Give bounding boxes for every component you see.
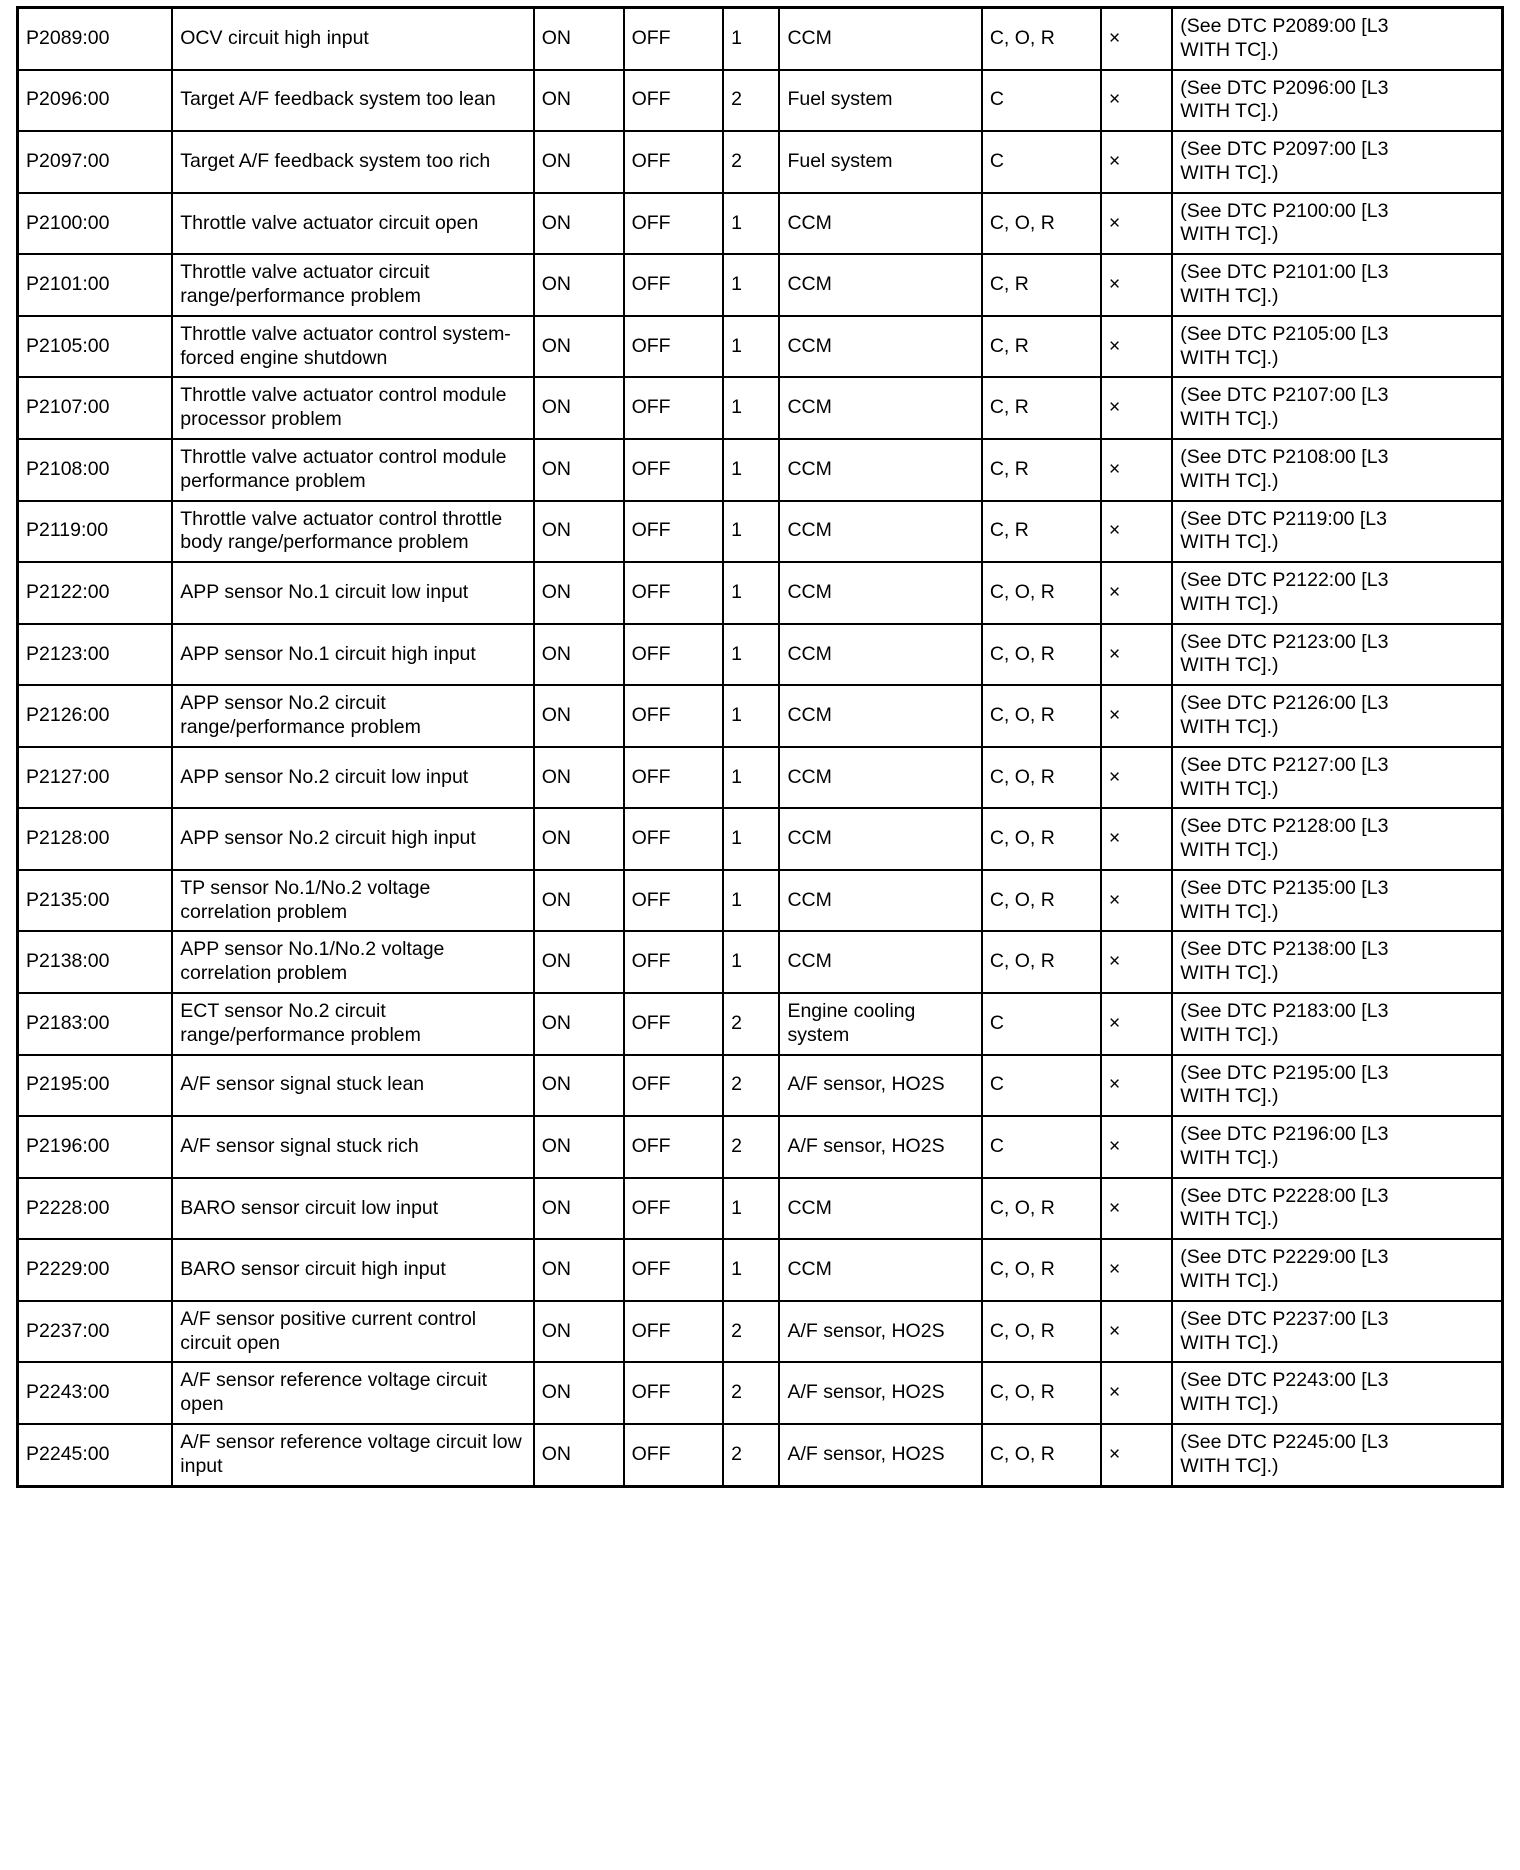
table-row [18, 70, 1503, 132]
memory-cell: × [1101, 685, 1172, 747]
reference-line-2: WITH TC].) [1180, 1208, 1279, 1231]
dtc-table [16, 6, 1504, 1488]
drive-cycle-cell: 1 [723, 808, 779, 870]
mil-status-cell: ON [534, 1424, 624, 1486]
mil-status-cell: ON [534, 501, 624, 563]
monitor-cell: CCM [779, 685, 981, 747]
mil-status-cell: ON [534, 1116, 624, 1178]
memory-cell: × [1101, 1055, 1172, 1117]
memory-cell: × [1101, 870, 1172, 932]
drive-cycle-cell: 1 [723, 501, 779, 563]
dtc-description-cell: Target A/F feedback system too lean [172, 70, 534, 132]
reference-cell [1172, 254, 1502, 316]
drive-cycle-cell: 1 [723, 377, 779, 439]
reference-cell [1172, 193, 1502, 255]
memory-cell: × [1101, 993, 1172, 1055]
dtc-description-cell: Throttle valve actuator control module performance problem [172, 439, 534, 501]
drive-cycle-cell: 1 [723, 316, 779, 378]
condition-cell: C [982, 70, 1101, 132]
table-row [18, 316, 1503, 378]
reference-cell [1172, 562, 1502, 624]
condition-cell: C [982, 1055, 1101, 1117]
condition-cell: C, R [982, 254, 1101, 316]
early-warning-status-cell: OFF [624, 316, 724, 378]
dtc-description-cell: A/F sensor reference voltage circuit open [172, 1362, 534, 1424]
table-row [18, 8, 1503, 70]
reference-line-2: WITH TC].) [1180, 346, 1279, 369]
dtc-description-cell: A/F sensor signal stuck rich [172, 1116, 534, 1178]
monitor-cell: A/F sensor, HO2S [779, 1424, 981, 1486]
dtc-code-cell: P2108:00 [18, 439, 173, 501]
reference-line-2: WITH TC].) [1180, 1146, 1279, 1169]
table-row [18, 808, 1503, 870]
reference-line-2: WITH TC].) [1180, 1454, 1279, 1477]
reference-line-2: WITH TC].) [1180, 408, 1279, 431]
table-row [18, 1424, 1503, 1486]
reference-line-1: (See DTC P2135:00 [L3 [1180, 876, 1389, 899]
dtc-description-cell: APP sensor No.1 circuit high input [172, 624, 534, 686]
reference-cell [1172, 439, 1502, 501]
table-row [18, 193, 1503, 255]
monitor-cell: A/F sensor, HO2S [779, 1116, 981, 1178]
dtc-code-cell: P2243:00 [18, 1362, 173, 1424]
drive-cycle-cell: 2 [723, 1116, 779, 1178]
early-warning-status-cell: OFF [624, 931, 724, 993]
memory-cell: × [1101, 624, 1172, 686]
drive-cycle-cell: 1 [723, 193, 779, 255]
table-row [18, 870, 1503, 932]
reference-cell [1172, 1178, 1502, 1240]
memory-cell: × [1101, 1116, 1172, 1178]
early-warning-status-cell: OFF [624, 193, 724, 255]
table-row [18, 1239, 1503, 1301]
reference-cell [1172, 1055, 1502, 1117]
condition-cell: C, O, R [982, 624, 1101, 686]
early-warning-status-cell: OFF [624, 8, 724, 70]
memory-cell: × [1101, 1424, 1172, 1486]
table-row [18, 624, 1503, 686]
monitor-cell: CCM [779, 8, 981, 70]
reference-line-1: (See DTC P2138:00 [L3 [1180, 938, 1389, 961]
memory-cell: × [1101, 193, 1172, 255]
memory-cell: × [1101, 439, 1172, 501]
condition-cell: C, O, R [982, 8, 1101, 70]
reference-line-1: (See DTC P2105:00 [L3 [1180, 322, 1389, 345]
early-warning-status-cell: OFF [624, 562, 724, 624]
reference-line-2: WITH TC].) [1180, 223, 1279, 246]
early-warning-status-cell: OFF [624, 747, 724, 809]
dtc-description-cell: APP sensor No.1/No.2 voltage correlation problem [172, 931, 534, 993]
early-warning-status-cell: OFF [624, 1362, 724, 1424]
mil-status-cell: ON [534, 808, 624, 870]
monitor-cell: Fuel system [779, 70, 981, 132]
dtc-description-cell: Throttle valve actuator circuit open [172, 193, 534, 255]
memory-cell: × [1101, 316, 1172, 378]
condition-cell: C, O, R [982, 808, 1101, 870]
memory-cell: × [1101, 8, 1172, 70]
reference-line-2: WITH TC].) [1180, 654, 1279, 677]
dtc-description-cell: Target A/F feedback system too rich [172, 131, 534, 193]
mil-status-cell: ON [534, 1239, 624, 1301]
monitor-cell: CCM [779, 562, 981, 624]
memory-cell: × [1101, 377, 1172, 439]
reference-line-2: WITH TC].) [1180, 1085, 1279, 1108]
reference-line-2: WITH TC].) [1180, 285, 1279, 308]
drive-cycle-cell: 2 [723, 1301, 779, 1363]
table-row [18, 254, 1503, 316]
monitor-cell: Fuel system [779, 131, 981, 193]
dtc-description-cell: APP sensor No.2 circuit low input [172, 747, 534, 809]
reference-line-2: WITH TC].) [1180, 1393, 1279, 1416]
monitor-cell: CCM [779, 624, 981, 686]
reference-cell [1172, 501, 1502, 563]
reference-line-2: WITH TC].) [1180, 1023, 1279, 1046]
memory-cell: × [1101, 501, 1172, 563]
early-warning-status-cell: OFF [624, 1055, 724, 1117]
early-warning-status-cell: OFF [624, 993, 724, 1055]
drive-cycle-cell: 1 [723, 439, 779, 501]
condition-cell: C, R [982, 377, 1101, 439]
drive-cycle-cell: 1 [723, 254, 779, 316]
dtc-code-cell: P2183:00 [18, 993, 173, 1055]
reference-line-1: (See DTC P2123:00 [L3 [1180, 630, 1389, 653]
early-warning-status-cell: OFF [624, 439, 724, 501]
condition-cell: C, O, R [982, 1301, 1101, 1363]
dtc-description-cell: BARO sensor circuit low input [172, 1178, 534, 1240]
monitor-cell: A/F sensor, HO2S [779, 1055, 981, 1117]
drive-cycle-cell: 2 [723, 1362, 779, 1424]
memory-cell: × [1101, 1362, 1172, 1424]
table-row [18, 931, 1503, 993]
mil-status-cell: ON [534, 316, 624, 378]
early-warning-status-cell: OFF [624, 70, 724, 132]
mil-status-cell: ON [534, 870, 624, 932]
table-row [18, 993, 1503, 1055]
mil-status-cell: ON [534, 747, 624, 809]
monitor-cell: CCM [779, 193, 981, 255]
reference-line-1: (See DTC P2229:00 [L3 [1180, 1246, 1389, 1269]
drive-cycle-cell: 1 [723, 562, 779, 624]
mil-status-cell: ON [534, 377, 624, 439]
condition-cell: C, O, R [982, 747, 1101, 809]
dtc-code-cell: P2101:00 [18, 254, 173, 316]
dtc-description-cell: APP sensor No.2 circuit high input [172, 808, 534, 870]
early-warning-status-cell: OFF [624, 1424, 724, 1486]
early-warning-status-cell: OFF [624, 624, 724, 686]
reference-line-1: (See DTC P2097:00 [L3 [1180, 138, 1389, 161]
reference-line-1: (See DTC P2100:00 [L3 [1180, 199, 1389, 222]
table-row [18, 747, 1503, 809]
monitor-cell: CCM [779, 254, 981, 316]
dtc-description-cell: TP sensor No.1/No.2 voltage correlation problem [172, 870, 534, 932]
reference-line-1: (See DTC P2127:00 [L3 [1180, 753, 1389, 776]
reference-cell [1172, 377, 1502, 439]
mil-status-cell: ON [534, 1055, 624, 1117]
monitor-cell: CCM [779, 1239, 981, 1301]
reference-line-2: WITH TC].) [1180, 715, 1279, 738]
memory-cell: × [1101, 562, 1172, 624]
drive-cycle-cell: 2 [723, 131, 779, 193]
reference-line-1: (See DTC P2196:00 [L3 [1180, 1123, 1389, 1146]
table-row [18, 1055, 1503, 1117]
condition-cell: C [982, 131, 1101, 193]
reference-cell [1172, 1301, 1502, 1363]
memory-cell: × [1101, 254, 1172, 316]
condition-cell: C, O, R [982, 193, 1101, 255]
dtc-table-body [18, 8, 1503, 1487]
dtc-code-cell: P2126:00 [18, 685, 173, 747]
mil-status-cell: ON [534, 193, 624, 255]
dtc-code-cell: P2097:00 [18, 131, 173, 193]
drive-cycle-cell: 1 [723, 8, 779, 70]
memory-cell: × [1101, 131, 1172, 193]
dtc-description-cell: A/F sensor signal stuck lean [172, 1055, 534, 1117]
mil-status-cell: ON [534, 70, 624, 132]
condition-cell: C, R [982, 316, 1101, 378]
mil-status-cell: ON [534, 993, 624, 1055]
reference-line-2: WITH TC].) [1180, 777, 1279, 800]
reference-line-2: WITH TC].) [1180, 900, 1279, 923]
reference-line-2: WITH TC].) [1180, 161, 1279, 184]
reference-line-1: (See DTC P2183:00 [L3 [1180, 1000, 1389, 1022]
reference-line-1: (See DTC P2107:00 [L3 [1180, 384, 1389, 407]
early-warning-status-cell: OFF [624, 1301, 724, 1363]
reference-cell [1172, 624, 1502, 686]
early-warning-status-cell: OFF [624, 870, 724, 932]
dtc-code-cell: P2100:00 [18, 193, 173, 255]
drive-cycle-cell: 1 [723, 870, 779, 932]
table-row [18, 439, 1503, 501]
mil-status-cell: ON [534, 562, 624, 624]
mil-status-cell: ON [534, 254, 624, 316]
dtc-code-cell: P2229:00 [18, 1239, 173, 1301]
dtc-description-cell: Throttle valve actuator circuit range/performance problem [172, 254, 534, 316]
reference-cell [1172, 1424, 1502, 1486]
dtc-code-cell: P2135:00 [18, 870, 173, 932]
table-row [18, 1178, 1503, 1240]
monitor-cell: CCM [779, 747, 981, 809]
dtc-code-cell: P2127:00 [18, 747, 173, 809]
monitor-cell: CCM [779, 931, 981, 993]
reference-line-1: (See DTC P2108:00 [L3 [1180, 445, 1389, 468]
reference-cell [1172, 1239, 1502, 1301]
mil-status-cell: ON [534, 439, 624, 501]
drive-cycle-cell: 2 [723, 993, 779, 1055]
condition-cell: C [982, 993, 1101, 1055]
reference-line-2: WITH TC].) [1180, 469, 1279, 492]
reference-line-1: (See DTC P2237:00 [L3 [1180, 1307, 1389, 1330]
dtc-description-cell: APP sensor No.1 circuit low input [172, 562, 534, 624]
drive-cycle-cell: 1 [723, 685, 779, 747]
monitor-cell: CCM [779, 316, 981, 378]
reference-line-1: (See DTC P2245:00 [L3 [1180, 1430, 1389, 1453]
condition-cell: C, O, R [982, 1239, 1101, 1301]
reference-line-1: (See DTC P2089:00 [L3 [1180, 15, 1389, 37]
reference-line-2: WITH TC].) [1180, 38, 1279, 61]
drive-cycle-cell: 1 [723, 624, 779, 686]
drive-cycle-cell: 1 [723, 1178, 779, 1240]
mil-status-cell: ON [534, 1178, 624, 1240]
early-warning-status-cell: OFF [624, 377, 724, 439]
reference-line-2: WITH TC].) [1180, 592, 1279, 615]
reference-line-2: WITH TC].) [1180, 962, 1279, 985]
condition-cell: C [982, 1116, 1101, 1178]
condition-cell: C, R [982, 439, 1101, 501]
condition-cell: C, O, R [982, 1362, 1101, 1424]
dtc-code-cell: P2096:00 [18, 70, 173, 132]
reference-line-1: (See DTC P2243:00 [L3 [1180, 1369, 1389, 1392]
condition-cell: C, O, R [982, 870, 1101, 932]
mil-status-cell: ON [534, 685, 624, 747]
table-row [18, 501, 1503, 563]
monitor-cell: A/F sensor, HO2S [779, 1362, 981, 1424]
reference-line-1: (See DTC P2126:00 [L3 [1180, 692, 1389, 715]
condition-cell: C, O, R [982, 931, 1101, 993]
early-warning-status-cell: OFF [624, 1116, 724, 1178]
memory-cell: × [1101, 1239, 1172, 1301]
memory-cell: × [1101, 70, 1172, 132]
dtc-code-cell: P2089:00 [18, 8, 173, 70]
early-warning-status-cell: OFF [624, 1178, 724, 1240]
dtc-description-cell: APP sensor No.2 circuit range/performance problem [172, 685, 534, 747]
dtc-description-cell: Throttle valve actuator control module processor problem [172, 377, 534, 439]
reference-cell [1172, 8, 1502, 70]
reference-line-2: WITH TC].) [1180, 1270, 1279, 1293]
monitor-cell: CCM [779, 439, 981, 501]
drive-cycle-cell: 1 [723, 747, 779, 809]
table-row [18, 131, 1503, 193]
early-warning-status-cell: OFF [624, 808, 724, 870]
mil-status-cell: ON [534, 1301, 624, 1363]
reference-cell [1172, 747, 1502, 809]
reference-line-1: (See DTC P2096:00 [L3 [1180, 76, 1389, 99]
table-row [18, 1301, 1503, 1363]
reference-line-2: WITH TC].) [1180, 1331, 1279, 1354]
memory-cell: × [1101, 1178, 1172, 1240]
monitor-cell: A/F sensor, HO2S [779, 1301, 981, 1363]
drive-cycle-cell: 2 [723, 1424, 779, 1486]
reference-cell [1172, 70, 1502, 132]
reference-cell [1172, 1362, 1502, 1424]
reference-cell [1172, 870, 1502, 932]
dtc-code-cell: P2138:00 [18, 931, 173, 993]
reference-cell [1172, 131, 1502, 193]
table-row [18, 1116, 1503, 1178]
reference-line-2: WITH TC].) [1180, 531, 1279, 554]
reference-line-1: (See DTC P2128:00 [L3 [1180, 815, 1389, 838]
early-warning-status-cell: OFF [624, 131, 724, 193]
monitor-cell: Engine cooling system [779, 993, 981, 1055]
mil-status-cell: ON [534, 931, 624, 993]
condition-cell: C, O, R [982, 1178, 1101, 1240]
dtc-code-cell: P2119:00 [18, 501, 173, 563]
condition-cell: C, R [982, 501, 1101, 563]
memory-cell: × [1101, 931, 1172, 993]
mil-status-cell: ON [534, 8, 624, 70]
table-row [18, 1362, 1503, 1424]
monitor-cell: CCM [779, 808, 981, 870]
dtc-description-cell: A/F sensor reference voltage circuit low input [172, 1424, 534, 1486]
reference-cell [1172, 1116, 1502, 1178]
dtc-code-cell: P2237:00 [18, 1301, 173, 1363]
dtc-description-cell: ECT sensor No.2 circuit range/performance problem [172, 993, 534, 1055]
reference-cell [1172, 316, 1502, 378]
dtc-code-cell: P2196:00 [18, 1116, 173, 1178]
dtc-code-cell: P2122:00 [18, 562, 173, 624]
drive-cycle-cell: 2 [723, 70, 779, 132]
dtc-code-cell: P2107:00 [18, 377, 173, 439]
dtc-description-cell: OCV circuit high input [172, 8, 534, 70]
condition-cell: C, O, R [982, 1424, 1101, 1486]
table-row [18, 685, 1503, 747]
mil-status-cell: ON [534, 624, 624, 686]
dtc-code-cell: P2128:00 [18, 808, 173, 870]
reference-cell [1172, 993, 1502, 1055]
table-row [18, 562, 1503, 624]
reference-line-2: WITH TC].) [1180, 839, 1279, 862]
dtc-description-cell: A/F sensor positive current control circuit open [172, 1301, 534, 1363]
dtc-code-cell: P2228:00 [18, 1178, 173, 1240]
monitor-cell: CCM [779, 377, 981, 439]
memory-cell: × [1101, 808, 1172, 870]
early-warning-status-cell: OFF [624, 685, 724, 747]
dtc-code-cell: P2245:00 [18, 1424, 173, 1486]
dtc-code-cell: P2105:00 [18, 316, 173, 378]
dtc-description-cell: Throttle valve actuator control throttle body range/performance problem [172, 501, 534, 563]
reference-line-1: (See DTC P2101:00 [L3 [1180, 261, 1389, 284]
reference-cell [1172, 808, 1502, 870]
mil-status-cell: ON [534, 1362, 624, 1424]
drive-cycle-cell: 2 [723, 1055, 779, 1117]
dtc-code-cell: P2123:00 [18, 624, 173, 686]
reference-cell [1172, 931, 1502, 993]
condition-cell: C, O, R [982, 562, 1101, 624]
table-row [18, 377, 1503, 439]
dtc-description-cell: Throttle valve actuator control system-forced engine shutdown [172, 316, 534, 378]
early-warning-status-cell: OFF [624, 1239, 724, 1301]
drive-cycle-cell: 1 [723, 931, 779, 993]
monitor-cell: CCM [779, 501, 981, 563]
condition-cell: C, O, R [982, 685, 1101, 747]
reference-line-1: (See DTC P2122:00 [L3 [1180, 569, 1389, 592]
early-warning-status-cell: OFF [624, 501, 724, 563]
reference-line-1: (See DTC P2119:00 [L3 [1180, 507, 1387, 530]
reference-cell [1172, 685, 1502, 747]
monitor-cell: CCM [779, 1178, 981, 1240]
reference-line-2: WITH TC].) [1180, 100, 1279, 123]
early-warning-status-cell: OFF [624, 254, 724, 316]
memory-cell: × [1101, 747, 1172, 809]
dtc-code-cell: P2195:00 [18, 1055, 173, 1117]
drive-cycle-cell: 1 [723, 1239, 779, 1301]
dtc-description-cell: BARO sensor circuit high input [172, 1239, 534, 1301]
monitor-cell: CCM [779, 870, 981, 932]
reference-line-1: (See DTC P2195:00 [L3 [1180, 1061, 1389, 1084]
memory-cell: × [1101, 1301, 1172, 1363]
reference-line-1: (See DTC P2228:00 [L3 [1180, 1184, 1389, 1207]
mil-status-cell: ON [534, 131, 624, 193]
